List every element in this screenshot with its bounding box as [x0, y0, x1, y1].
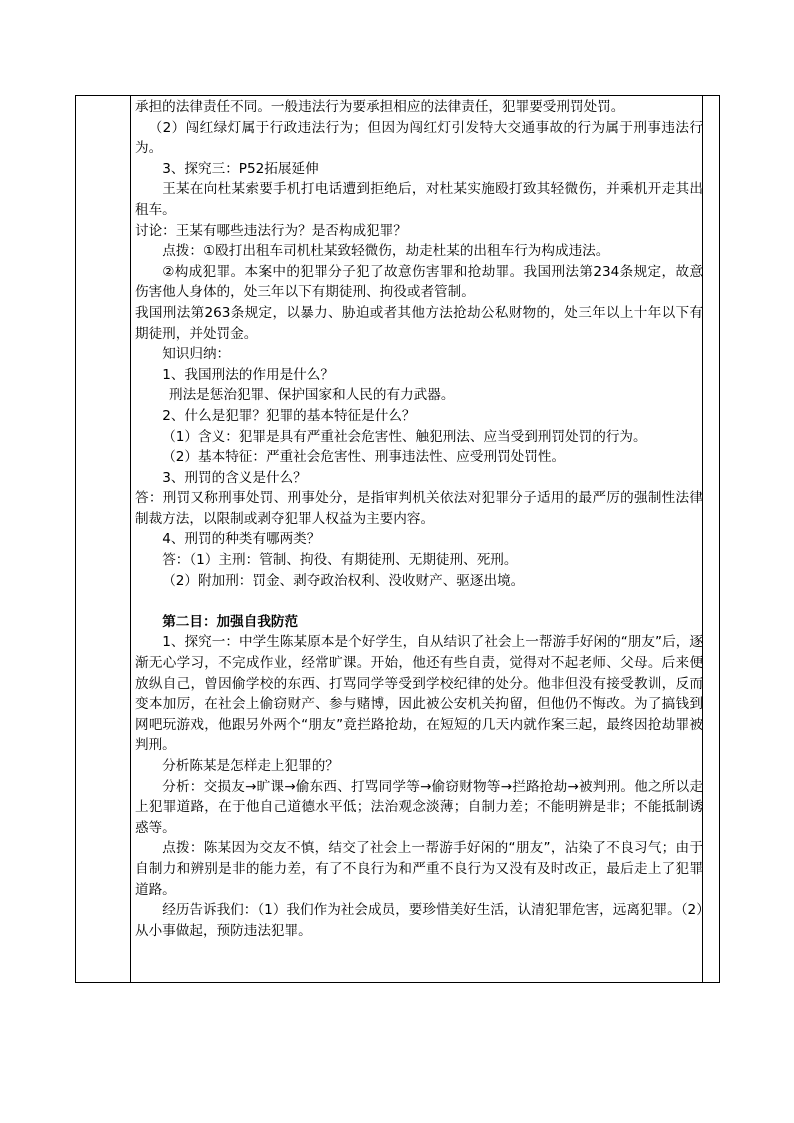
lesson-content	[135, 97, 703, 941]
text-line: 点拨：①殴打出租车司机杜某致轻微伤，劫走杜某的出租车行为构成违法。	[162, 243, 610, 260]
text-line: （2）附加刑：罚金、剥夺政治权利、没收财产、驱逐出境。	[162, 572, 525, 589]
column-divider-left	[130, 96, 131, 982]
text-line: 分析：交损友→旷课→偷东西、打骂同学等→偷窃财物等→拦路抢劫→被判刑。他之所以走上犯罪道路，在于他自己道德水平低；法治观念淡薄；自制力差；不能明辨是非；不能抵制诱惑等。	[135, 778, 703, 836]
text-line: 1、我国刑法的作用是什么？	[162, 366, 334, 383]
text-line: 分析陈某是怎样走上犯罪的？	[162, 758, 339, 774]
text-line: 讨论：王某有哪些违法行为？是否构成犯罪？	[135, 222, 407, 239]
text-line: 承担的法律责任不同。一般违法行为要承担相应的法律责任，犯罪要受刑罚处罚。	[135, 99, 625, 115]
text-line: 1、探究一：中学生陈某原本是个好学生，自从结识了社会上一帮游手好闲的“朋友”后，逐渐无心学习，不完成作业，经常旷课。开始，他还有些自责，觉得对不起老师、父母。后来便放纵自己，曾因偷学校的东西、打骂同学等受到学校纪律的处分。他非但没有接受教训，反而变本加厉，在社会上偷窃财产、参与赌博，因此被公安机关拘留，但他仍不悔改。为了搞钱到网吧玩游戏，他跟另外两个“朋友”竟拦路抢劫，在短短的几天内就作案三起，最终因抢劫罪被判刑。	[135, 634, 703, 754]
text-line: 刑法是惩治犯罪、保护国家和人民的有力武器。	[169, 387, 455, 404]
text-line: （2）基本特征：严重社会危害性、刑事违法性、应受刑罚处罚性。	[162, 449, 566, 466]
text-line: 4、刑罚的种类有哪两类？	[162, 531, 321, 548]
text-line: 3、刑罚的含义是什么？	[162, 469, 307, 486]
text-line: 点拨：陈某因为交友不慎，结交了社会上一帮游手好闲的“朋友”，沾染了不良习气；由于自制力和辨别是非的能力差，有了不良行为和严重不良行为又没有及时改正，最后走上了犯罪道路。	[135, 840, 703, 898]
text-line: （2）闯红绿灯属于行政违法行为；但因为闯红灯引发特大交通事故的行为属于刑事违法行为。	[135, 119, 703, 157]
section-heading: 第二目：加强自我防范	[162, 613, 299, 630]
text-line: 答：刑罚又称刑事处罚、刑事处分，是指审判机关依法对犯罪分子适用的最严厉的强制性法律制裁方法，以限制或剥夺犯罪人权益为主要内容。	[135, 490, 703, 527]
text-line: 经历告诉我们：（1）我们作为社会成员，要珍惜美好生活，认清犯罪危害，远离犯罪。（2）从小事做起，预防违法犯罪。	[135, 902, 703, 939]
text-line: 王某在向杜某索要手机打电话遭到拒绝后，对杜某实施殴打致其轻微伤，并乘机开走其出租车。	[135, 181, 703, 218]
text-line: （1）含义：犯罪是具有严重社会危害性、触犯刑法、应当受到刑罚处罚的行为。	[162, 428, 647, 445]
text-line: 知识归纳：	[162, 346, 231, 363]
text-line: 3、探究三：P52拓展延伸	[162, 160, 319, 177]
text-line: 我国刑法第263条规定，以暴力、胁迫或者其他方法抢劫公私财物的，处三年以上十年以下有期徒刑，并处罚金。	[135, 304, 703, 342]
text-line: 答：（1）主刑：管制、拘役、有期徒刑、无期徒刑、死刑。	[162, 552, 518, 569]
text-line: ②构成犯罪。本案中的犯罪分子犯了故意伤害罪和抢劫罪。我国刑法第234条规定，故意伤害他人身体的，处三年以下有期徒刑、拘役或者管制。	[135, 263, 703, 301]
text-line: 2、什么是犯罪？犯罪的基本特征是什么？	[162, 407, 416, 424]
